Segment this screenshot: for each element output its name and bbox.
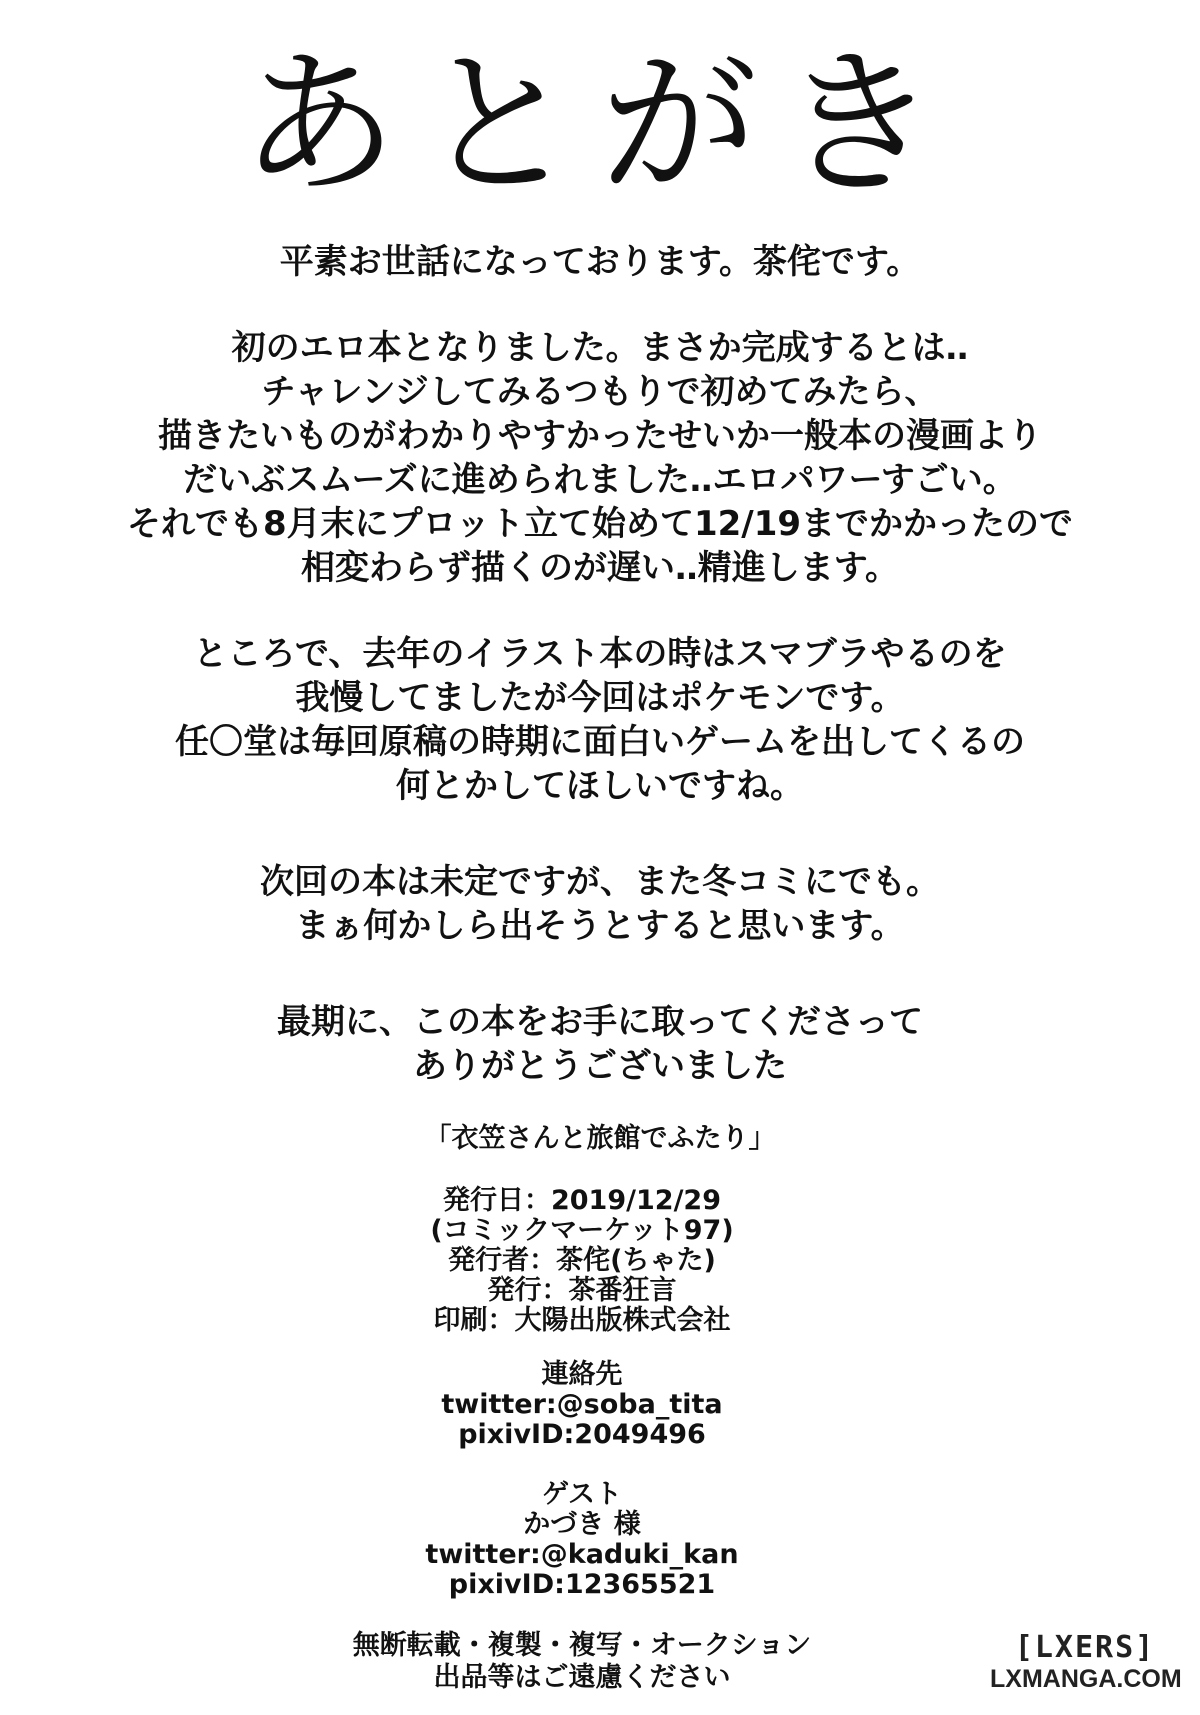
paragraph-line: それでも8月末にプロット立て始めて12/19までかかったので	[126, 504, 1074, 544]
paragraph-next-book	[0, 860, 1200, 948]
colophon-publisher: 発行者：茶侘(ちゃた)	[448, 1245, 716, 1276]
paragraph-line: チャレンジしてみるつもりで初めてみたら、	[261, 372, 939, 412]
notice-line: 出品等はご遠慮ください	[433, 1662, 731, 1693]
guest-heading: ゲスト	[542, 1479, 622, 1510]
notice-line: 無断転載・複製・複写・オークション	[352, 1630, 812, 1661]
paragraph-first-book	[0, 326, 1200, 590]
contact-heading: 連絡先	[541, 1359, 623, 1390]
colophon-publish-date: 発行日：2019/12/29	[442, 1185, 721, 1216]
guest-name: かづき 様	[523, 1509, 641, 1540]
paragraph-line: ところで、去年のイラスト本の時はスマブラやるのを	[193, 634, 1007, 674]
paragraph-games	[0, 632, 1200, 808]
guest-section	[0, 1480, 1164, 1600]
paragraph-line: 最期に、この本をお手に取ってくださって	[277, 1002, 923, 1042]
contact-pixiv: pixivID:2049496	[458, 1419, 706, 1450]
colophon-event: (コミックマーケット97)	[430, 1215, 734, 1246]
contact-section	[0, 1360, 1164, 1450]
work-title: 「衣笠さんと旅館でふたり」	[424, 1123, 776, 1154]
page-title: あとがき	[240, 33, 960, 217]
watermark-brand: [LXERS]	[1014, 1630, 1156, 1665]
paragraph-line: 任〇堂は毎回原稿の時期に面白いゲームを出してくるの	[175, 722, 1025, 762]
paragraph-line: だいぶスムーズに進められました‥エロパワーすごい。	[183, 460, 1017, 500]
watermark	[990, 1632, 1180, 1694]
paragraph-line: 相変わらず描くのが遅い‥精進します。	[301, 548, 899, 588]
colophon	[0, 1186, 1164, 1336]
colophon-circle: 発行：茶番狂言	[487, 1275, 677, 1306]
paragraph-line: 何とかしてほしいですね。	[396, 766, 804, 806]
paragraph-line: 次回の本は未定ですが、また冬コミにでも。	[260, 862, 940, 902]
paragraph-line: 我慢してましたが今回はポケモンです。	[295, 678, 905, 718]
paragraph-thanks	[0, 1000, 1200, 1088]
colophon-printer: 印刷：大陽出版株式会社	[433, 1305, 731, 1336]
paragraph-line: 初のエロ本となりました。まさか完成するとは‥	[231, 328, 969, 368]
paragraph-line: ありがとうございました	[413, 1046, 787, 1086]
guest-twitter: twitter:@kaduki_kan	[425, 1539, 739, 1570]
paragraph-greeting	[0, 240, 1200, 284]
paragraph-line: 描きたいものがわかりやすかったせいか一般本の漫画より	[158, 416, 1042, 456]
watermark-site: LXMANGA.COM	[990, 1665, 1182, 1693]
guest-pixiv: pixivID:12365521	[448, 1569, 716, 1600]
paragraph-line: まぁ何かしら出そうとすると思います。	[295, 906, 905, 946]
contact-twitter: twitter:@soba_tita	[441, 1389, 723, 1420]
paragraph-line: 平素お世話になっております。茶侘です。	[279, 242, 921, 282]
